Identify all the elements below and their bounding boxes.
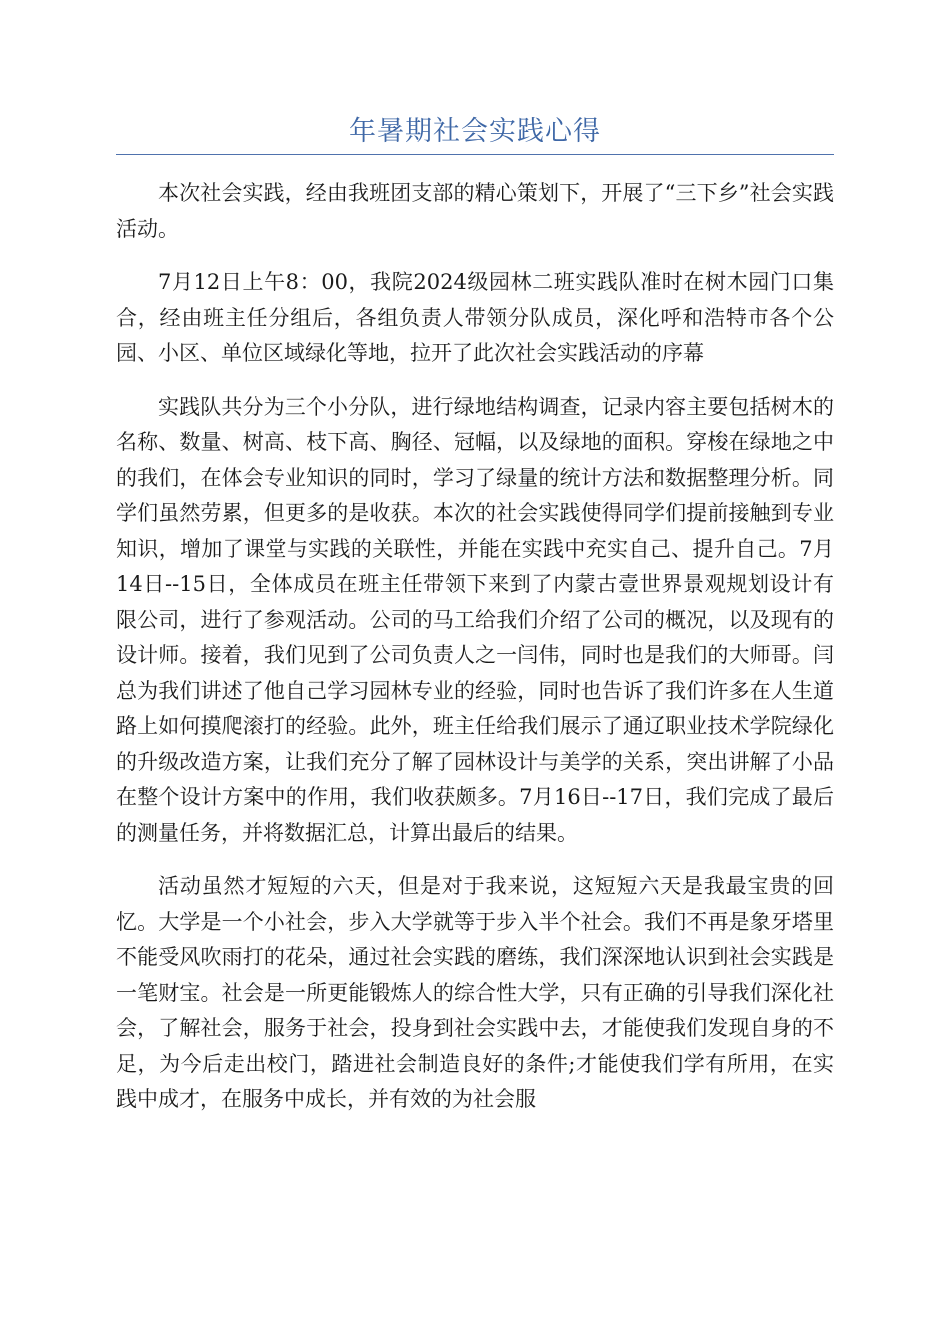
title-underline bbox=[116, 154, 834, 155]
document-body bbox=[116, 176, 834, 1136]
paragraph-3: 实践队共分为三个小分队，进行绿地结构调查，记录内容主要包括树木的名称、数量、树高、枝下高、胸径、冠幅，以及绿地的面积。穿梭在绿地之中的我们，在体会专业知识的同时，学习了绿量的统计方法和数据整理分析。同学们虽然劳累，但更多的是收获。本次的社会实践使得同学们提前接触到专业知识，增加了课堂与实践的关联性，并能在实践中充实自己、提升自己。7月14日--15日，全体成员在班主任带领下来到了内蒙古壹世界景观规划设计有限公司，进行了参观活动。公司的马工给我们介绍了公司的概况，以及现有的设计师。接着，我们见到了公司负责人之一闫伟，同时也是我们的大师哥。闫总为我们讲述了他自己学习园林专业的经验，同时也告诉了我们许多在人生道路上如何摸爬滚打的经验。此外，班主任给我们展示了通辽职业技术学院绿化的升级改造方案，让我们充分了解了园林设计与美学的关系，突出讲解了小品在整个设计方案中的作用，我们收获颇多。7月16日--17日，我们完成了最后的测量任务，并将数据汇总，计算出最后的结果。 bbox=[116, 394, 834, 845]
paragraph-4: 活动虽然才短短的六天，但是对于我来说，这短短六天是我最宝贵的回忆。大学是一个小社会，步入大学就等于步入半个社会。我们不再是象牙塔里不能受风吹雨打的花朵，通过社会实践的磨练，我们深深地认识到社会实践是一笔财宝。社会是一所更能锻炼人的综合性大学，只有正确的引导我们深化社会，了解社会，服务于社会，投身到社会实践中去，才能使我们发现自身的不足，为今后走出校门，踏进社会制造良好的条件;才能使我们学有所用，在实践中成才，在服务中成长，并有效的为社会服 bbox=[116, 874, 834, 1111]
paragraph-2: 7月12日上午8：00，我院2024级园林二班实践队准时在树木园门口集合，经由班主任分组后，各组负责人带领分队成员，深化呼和浩特市各个公园、小区、单位区域绿化等地，拉开了此次社会实践活动的序幕 bbox=[116, 270, 834, 365]
document-title: 年暑期社会实践心得 bbox=[349, 116, 601, 147]
paragraph-1: 本次社会实践，经由我班团支部的精心策划下，开展了“三下乡”社会实践活动。 bbox=[116, 181, 834, 241]
